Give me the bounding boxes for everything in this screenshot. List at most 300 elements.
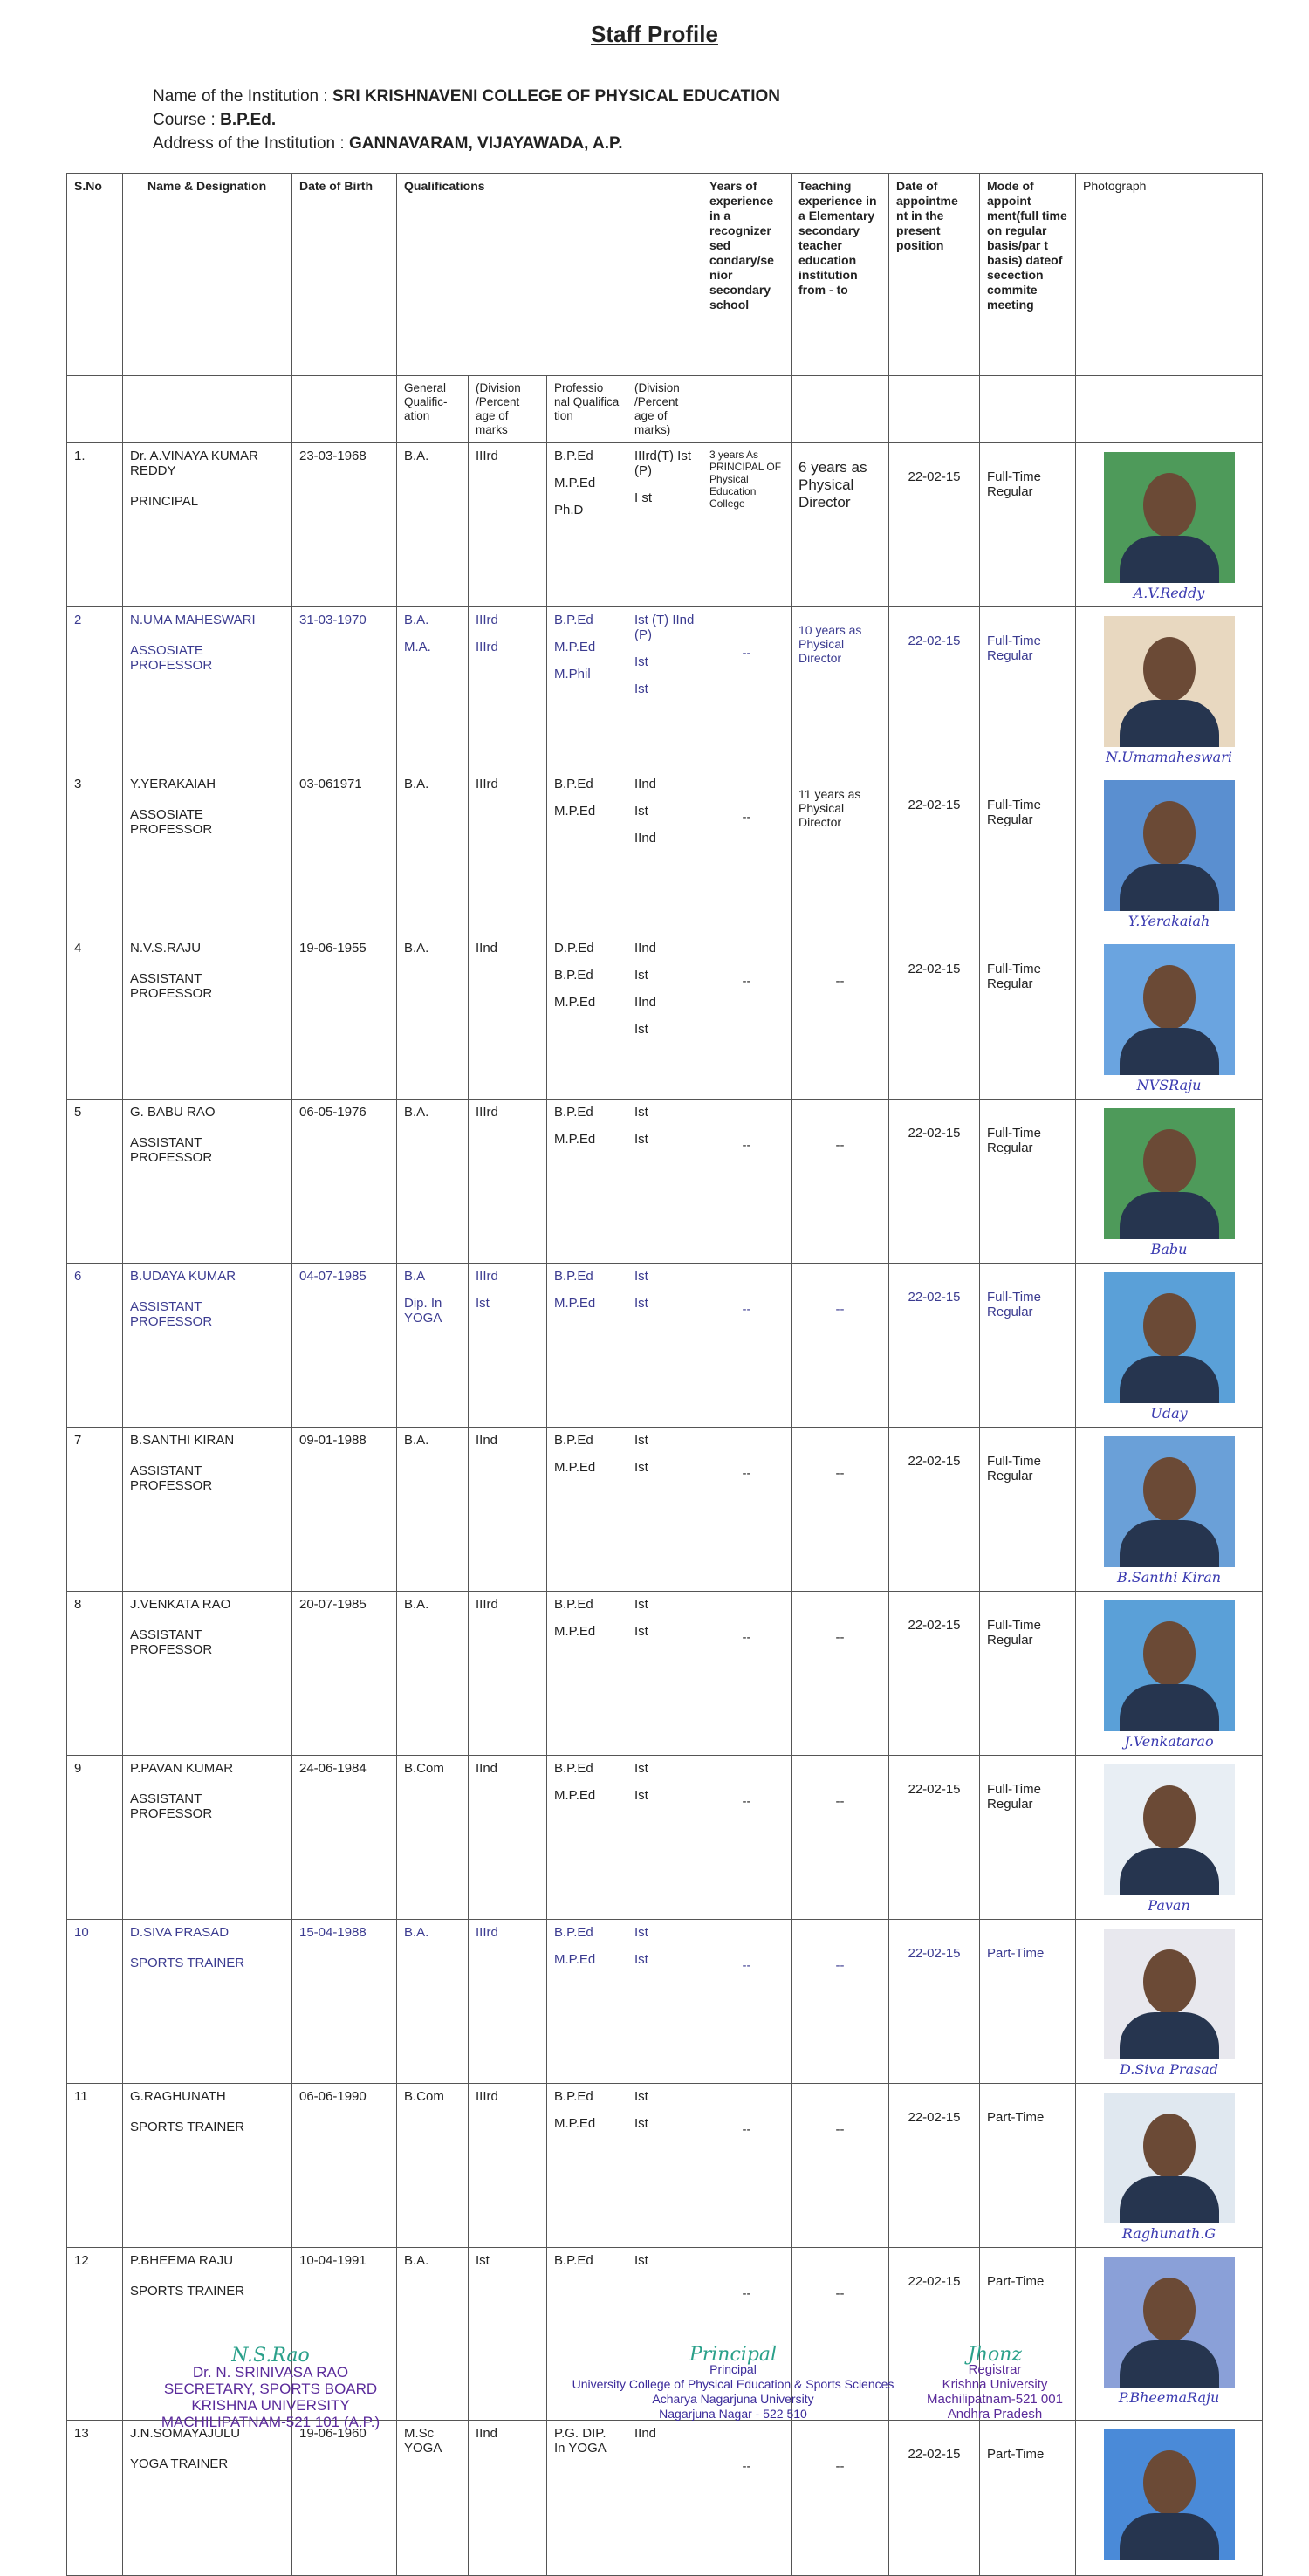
professional-qualification-cell — [547, 2421, 627, 2576]
general-division: Ist — [476, 1296, 490, 1311]
appointment-mode-cell: Part-Time — [980, 2421, 1076, 2576]
appointment-date-cell: 22-02-15 — [889, 2421, 980, 2576]
sno-cell: 1. — [67, 443, 123, 607]
appointment-mode-cell: Full-Time Regular — [980, 607, 1076, 771]
professional-division: Ist — [634, 1296, 648, 1311]
professional-division: Ist — [634, 1788, 648, 1803]
subheader-row — [67, 376, 1263, 443]
professional-qualification: B.P.Ed — [554, 1105, 593, 1120]
photo-body — [1120, 1356, 1219, 1403]
staff-photo — [1104, 1108, 1235, 1239]
appointment-date-cell: 22-02-15 — [889, 1264, 980, 1428]
sno-cell: 3 — [67, 771, 123, 935]
photo-head — [1143, 1621, 1196, 1686]
photo-cell — [1076, 1264, 1263, 1428]
general-division: IIIrd — [476, 1105, 498, 1120]
professional-qualification: B.P.Ed — [554, 449, 593, 463]
dob-cell: 03-061971 — [292, 771, 397, 935]
sno-cell: 4 — [67, 935, 123, 1100]
staff-designation: ASSISTANT PROFESSOR — [130, 1463, 213, 1493]
name-cell — [123, 2084, 292, 2248]
general-division: IIIrd — [476, 449, 498, 463]
professional-division: Ist — [634, 1269, 648, 1284]
general-division: IIIrd — [476, 613, 498, 627]
professional-division-cell — [627, 1428, 702, 1592]
header-row — [67, 174, 1263, 376]
dob-cell: 09-01-1988 — [292, 1428, 397, 1592]
general-qualification: M.A. — [404, 640, 431, 654]
professional-qualification: M.P.Ed — [554, 1952, 596, 1967]
professional-qualification: M.Phil — [554, 667, 591, 682]
name-cell — [123, 1756, 292, 1920]
staff-designation: ASSISTANT PROFESSOR — [130, 1792, 213, 1821]
dob-cell: 31-03-1970 — [292, 607, 397, 771]
general-division: IInd — [476, 1761, 498, 1776]
general-division-cell — [469, 935, 547, 1100]
teaching-experience-cell: -- — [792, 1428, 889, 1592]
photo-head — [1143, 1129, 1196, 1194]
teaching-experience-cell: 10 years as Physical Director — [792, 607, 889, 771]
header-doa: Date of appointme nt in the present position — [889, 174, 980, 376]
photo-cell — [1076, 1592, 1263, 1756]
staff-signature: Babu — [1150, 1241, 1188, 1257]
general-division: IIIrd — [476, 1925, 498, 1940]
sno-cell: 13 — [67, 2421, 123, 2576]
teaching-experience-cell: 11 years as Physical Director — [792, 771, 889, 935]
professional-division: IInd — [634, 941, 657, 956]
staff-row — [67, 935, 1263, 1100]
photo-head — [1143, 1293, 1196, 1358]
staff-name: J.VENKATA RAO — [130, 1597, 231, 1612]
general-qualification: B.Com — [404, 1761, 444, 1776]
general-division: IIIrd — [476, 1269, 498, 1284]
professional-qualification: B.P.Ed — [554, 1433, 593, 1448]
staff-signature: NVSRaju — [1136, 1077, 1202, 1093]
general-division: IIIrd — [476, 1597, 498, 1612]
general-division-cell — [469, 2084, 547, 2248]
staff-signature: A.V.Reddy — [1133, 585, 1205, 601]
professional-qualification: B.P.Ed — [554, 1761, 593, 1776]
professional-qualification: Ph.D — [554, 503, 584, 517]
photo-cell — [1076, 771, 1263, 935]
dob-cell: 04-07-1985 — [292, 1264, 397, 1428]
footer-left-line-3: KRISHNA UNIVERSITY — [191, 2397, 350, 2414]
appointment-mode-cell: Full-Time Regular — [980, 1428, 1076, 1592]
footer-left-signature: N.S.Rao — [231, 2345, 310, 2367]
staff-photo — [1104, 1929, 1235, 2059]
staff-designation: ASSISTANT PROFESSOR — [130, 1627, 213, 1657]
years-experience-cell: -- — [702, 1756, 792, 1920]
photo-head — [1143, 2278, 1196, 2342]
photo-head — [1143, 801, 1196, 866]
header-dob: Date of Birth — [292, 174, 397, 376]
staff-designation: ASSISTANT PROFESSOR — [130, 971, 213, 1001]
general-qualification-cell — [397, 1264, 469, 1428]
photo-body — [1120, 700, 1219, 747]
staff-name: B.UDAYA KUMAR — [130, 1269, 236, 1284]
staff-designation: ASSISTANT PROFESSOR — [130, 1135, 213, 1165]
professional-qualification-cell — [547, 1592, 627, 1756]
general-qualification: B.A. — [404, 777, 429, 791]
appointment-date-cell: 22-02-15 — [889, 2084, 980, 2248]
appointment-date-cell: 22-02-15 — [889, 1428, 980, 1592]
footer-right-stamp — [890, 2344, 1100, 2422]
years-experience-cell: -- — [702, 1264, 792, 1428]
photo-cell — [1076, 2421, 1263, 2576]
general-qualification-cell — [397, 771, 469, 935]
professional-division-cell — [627, 1100, 702, 1264]
years-experience-cell: -- — [702, 1100, 792, 1264]
professional-division: Ist — [634, 1761, 648, 1776]
dob-cell: 19-06-1960 — [292, 2421, 397, 2576]
general-qualification: B.A. — [404, 1105, 429, 1120]
header-sno: S.No — [67, 174, 123, 376]
appointment-mode-cell: Part-Time — [980, 2248, 1076, 2421]
professional-division: I st — [634, 490, 653, 505]
staff-signature: J.Venkatarao — [1124, 1733, 1214, 1750]
professional-division-cell — [627, 2421, 702, 2576]
professional-qualification-cell — [547, 607, 627, 771]
professional-qualification-cell — [547, 771, 627, 935]
years-experience-cell: -- — [702, 2084, 792, 2248]
professional-division: IIIrd(T) Ist (P) — [634, 449, 691, 478]
general-division-cell — [469, 1756, 547, 1920]
general-qualification: Dip. In YOGA — [404, 1296, 442, 1326]
staff-signature: Pavan — [1148, 1897, 1190, 1914]
general-division: IIIrd — [476, 777, 498, 791]
teaching-experience-cell: -- — [792, 1264, 889, 1428]
footer-right-line-3: Machilipatnam-521 001 — [927, 2392, 1063, 2407]
professional-division: Ist — [634, 1925, 648, 1940]
professional-qualification-cell — [547, 1100, 627, 1264]
staff-row — [67, 2421, 1263, 2576]
photo-cell — [1076, 607, 1263, 771]
professional-division: Ist — [634, 1433, 648, 1448]
general-division-cell — [469, 1428, 547, 1592]
sno-cell: 6 — [67, 1264, 123, 1428]
sno-cell: 7 — [67, 1428, 123, 1592]
dob-cell: 10-04-1991 — [292, 2248, 397, 2421]
photo-body — [1120, 2513, 1219, 2560]
professional-qualification: M.P.Ed — [554, 1460, 596, 1475]
general-qualification: M.Sc YOGA — [404, 2426, 442, 2456]
staff-photo — [1104, 452, 1235, 583]
name-cell — [123, 935, 292, 1100]
institution-name-line — [153, 87, 780, 106]
general-qualification: B.A. — [404, 1433, 429, 1448]
years-experience-cell: -- — [702, 1920, 792, 2084]
photo-cell — [1076, 1756, 1263, 1920]
staff-signature: N.Umamaheswari — [1106, 749, 1232, 765]
professional-division: IInd — [634, 995, 657, 1010]
professional-qualification-cell — [547, 1428, 627, 1592]
general-qualification: B.A. — [404, 941, 429, 956]
appointment-mode-cell: Part-Time — [980, 1920, 1076, 2084]
general-division-cell — [469, 771, 547, 935]
professional-qualification: B.P.Ed — [554, 2089, 593, 2104]
general-division: IIIrd — [476, 2089, 498, 2104]
photo-head — [1143, 2114, 1196, 2178]
professional-qualification: B.P.Ed — [554, 1597, 593, 1612]
sno-cell: 5 — [67, 1100, 123, 1264]
general-qualification-cell — [397, 1100, 469, 1264]
professional-division: Ist — [634, 968, 648, 983]
header-name: Name & Designation — [123, 174, 292, 376]
staff-photo — [1104, 1436, 1235, 1567]
general-qualification: B.A — [404, 1269, 426, 1284]
photo-body — [1120, 2176, 1219, 2223]
footer-center-line-1: Principal — [709, 2362, 757, 2376]
professional-division: Ist — [634, 1597, 648, 1612]
teaching-experience-cell: -- — [792, 2248, 889, 2421]
staff-signature: D.Siva Prasad — [1120, 2061, 1219, 2078]
appointment-date-cell: 22-02-15 — [889, 1756, 980, 1920]
staff-row — [67, 443, 1263, 607]
sno-cell: 10 — [67, 1920, 123, 2084]
name-cell — [123, 1100, 292, 1264]
professional-qualification: B.P.Ed — [554, 613, 593, 627]
staff-signature: Raghunath.G — [1121, 2225, 1216, 2242]
subheader-prof: Professio nal Qualifica tion — [547, 376, 627, 443]
professional-division: Ist — [634, 1952, 648, 1967]
professional-qualification: M.P.Ed — [554, 1296, 596, 1311]
footer-center-line-2: University College of Physical Education & Sports Sciences — [572, 2377, 894, 2391]
page-title: Staff Profile — [591, 21, 718, 47]
staff-photo — [1104, 780, 1235, 911]
footer-center-stamp — [550, 2344, 916, 2422]
name-cell — [123, 771, 292, 935]
professional-qualification: B.P.Ed — [554, 968, 593, 983]
professional-qualification: M.P.Ed — [554, 1624, 596, 1639]
years-experience-cell: -- — [702, 607, 792, 771]
professional-division-cell — [627, 607, 702, 771]
subheader-gen-div: (Division /Percent age of marks — [469, 376, 547, 443]
professional-qualification-cell — [547, 1756, 627, 1920]
professional-division: IInd — [634, 777, 657, 791]
footer-right-line-4: Andhra Pradesh — [947, 2407, 1043, 2422]
teaching-experience-cell: 6 years as Physical Director — [792, 443, 889, 607]
appointment-date-cell: 22-02-15 — [889, 607, 980, 771]
professional-qualification-cell — [547, 935, 627, 1100]
professional-division: Ist — [634, 2089, 648, 2104]
staff-photo — [1104, 2429, 1235, 2560]
name-cell — [123, 1428, 292, 1592]
staff-designation: ASSISTANT PROFESSOR — [130, 1299, 213, 1329]
general-division-cell — [469, 1100, 547, 1264]
professional-division-cell — [627, 1920, 702, 2084]
address-label: Address of the Institution : — [153, 134, 345, 153]
photo-head — [1143, 2450, 1196, 2515]
staff-name: B.SANTHI KIRAN — [130, 1433, 235, 1448]
professional-division: Ist — [634, 1624, 648, 1639]
staff-photo — [1104, 1600, 1235, 1731]
professional-division: Ist — [634, 1460, 648, 1475]
staff-name: P.BHEEMA RAJU — [130, 2253, 234, 2268]
appointment-mode-cell: Full-Time Regular — [980, 1100, 1076, 1264]
footer-right-line-2: Krishna University — [942, 2377, 1048, 2392]
staff-table — [66, 173, 1263, 2576]
general-qualification: B.A. — [404, 1925, 429, 1940]
staff-name: G. BABU RAO — [130, 1105, 216, 1120]
header-years-exp: Years of experience in a recognizer sed condary/se nior secondary school — [702, 174, 792, 376]
staff-name: Y.YERAKAIAH — [130, 777, 216, 791]
staff-row — [67, 607, 1263, 771]
general-qualification-cell — [397, 443, 469, 607]
professional-qualification: M.P.Ed — [554, 1788, 596, 1803]
photo-body — [1120, 1848, 1219, 1895]
photo-head — [1143, 473, 1196, 538]
photo-head — [1143, 1949, 1196, 2014]
appointment-mode-cell: Full-Time Regular — [980, 1592, 1076, 1756]
photo-cell — [1076, 1100, 1263, 1264]
professional-qualification: M.P.Ed — [554, 640, 596, 654]
staff-photo — [1104, 2257, 1235, 2388]
dob-cell: 24-06-1984 — [292, 1756, 397, 1920]
professional-division: Ist — [634, 1105, 648, 1120]
photo-cell — [1076, 2248, 1263, 2421]
appointment-mode-cell: Full-Time Regular — [980, 1756, 1076, 1920]
sno-cell: 9 — [67, 1756, 123, 1920]
name-cell — [123, 2421, 292, 2576]
general-division: IInd — [476, 2426, 498, 2441]
photo-head — [1143, 1457, 1196, 1522]
general-division-cell — [469, 2248, 547, 2421]
teaching-experience-cell: -- — [792, 1100, 889, 1264]
staff-designation: PRINCIPAL — [130, 494, 199, 509]
address-value: GANNAVARAM, VIJAYAWADA, A.P. — [348, 134, 623, 153]
general-qualification-cell — [397, 2421, 469, 2576]
staff-rows — [67, 443, 1263, 2576]
dob-cell: 23-03-1968 — [292, 443, 397, 607]
staff-photo — [1104, 616, 1235, 747]
footer-right-signature: Jhonz — [968, 2344, 1022, 2366]
years-experience-cell: -- — [702, 935, 792, 1100]
footer-center-line-3: Acharya Nagarjuna University — [652, 2392, 814, 2406]
professional-qualification: M.P.Ed — [554, 995, 596, 1010]
footer-left-line-4: MACHILIPATNAM-521 101 (A.P.) — [161, 2414, 380, 2430]
professional-division: Ist — [634, 2116, 648, 2131]
staff-row — [67, 1592, 1263, 1756]
staff-name: G.RAGHUNATH — [130, 2089, 226, 2104]
general-division: IInd — [476, 1433, 498, 1448]
professional-division: Ist — [634, 1132, 648, 1147]
dob-cell: 06-05-1976 — [292, 1100, 397, 1264]
professional-qualification: B.P.Ed — [554, 2253, 593, 2268]
professional-division: IInd — [634, 2426, 657, 2441]
course-line — [153, 111, 276, 130]
footer-right-line-1: Registrar — [968, 2362, 1022, 2377]
sno-cell: 8 — [67, 1592, 123, 1756]
photo-body — [1120, 2012, 1219, 2059]
years-experience-cell: -- — [702, 1592, 792, 1756]
appointment-mode-cell: Full-Time Regular — [980, 771, 1076, 935]
general-division: IIIrd — [476, 640, 498, 654]
general-qualification: B.A. — [404, 449, 429, 463]
staff-name: N.UMA MAHESWARI — [130, 613, 256, 627]
staff-photo — [1104, 1272, 1235, 1403]
staff-name: Dr. A.VINAYA KUMAR REDDY — [130, 449, 258, 478]
header-mode: Mode of appoint ment(full time on regular basis/par t basis) dateof secection commite meeting — [980, 174, 1076, 376]
general-division-cell — [469, 607, 547, 771]
teaching-experience-cell: -- — [792, 935, 889, 1100]
staff-designation: YOGA TRAINER — [130, 2456, 229, 2471]
name-cell — [123, 443, 292, 607]
appointment-date-cell: 22-02-15 — [889, 1920, 980, 2084]
photo-cell — [1076, 1920, 1263, 2084]
general-division: Ist — [476, 2253, 490, 2268]
teaching-experience-cell: -- — [792, 1920, 889, 2084]
staff-row — [67, 1264, 1263, 1428]
dob-cell: 19-06-1955 — [292, 935, 397, 1100]
general-division-cell — [469, 443, 547, 607]
professional-qualification-cell — [547, 443, 627, 607]
staff-photo — [1104, 944, 1235, 1075]
appointment-date-cell: 22-02-15 — [889, 443, 980, 607]
photo-cell — [1076, 1428, 1263, 1592]
appointment-date-cell: 22-02-15 — [889, 1592, 980, 1756]
dob-cell: 20-07-1985 — [292, 1592, 397, 1756]
photo-head — [1143, 965, 1196, 1030]
years-experience-cell: 3 years As PRINCIPAL OF Physical Education College — [702, 443, 792, 607]
photo-body — [1120, 1028, 1219, 1075]
professional-division: Ist — [634, 1022, 648, 1037]
years-experience-cell: -- — [702, 771, 792, 935]
sno-cell: 12 — [67, 2248, 123, 2421]
staff-row — [67, 2084, 1263, 2248]
staff-designation: SPORTS TRAINER — [130, 2284, 245, 2299]
teaching-experience-cell: -- — [792, 2421, 889, 2576]
staff-row — [67, 1920, 1263, 2084]
name-cell — [123, 1592, 292, 1756]
professional-qualification: D.P.Ed — [554, 941, 594, 956]
address-line — [153, 134, 623, 154]
appointment-mode-cell: Full-Time Regular — [980, 443, 1076, 607]
general-division-cell — [469, 2421, 547, 2576]
staff-row — [67, 1428, 1263, 1592]
professional-division: Ist — [634, 2253, 648, 2268]
professional-qualification: M.P.Ed — [554, 1132, 596, 1147]
sno-cell: 11 — [67, 2084, 123, 2248]
subheader-general: General Qualific- ation — [397, 376, 469, 443]
staff-signature: B.Santhi Kiran — [1116, 1569, 1222, 1586]
professional-division-cell — [627, 771, 702, 935]
general-division: IInd — [476, 941, 498, 956]
general-qualification-cell — [397, 1592, 469, 1756]
staff-row — [67, 1100, 1263, 1264]
general-division-cell — [469, 1592, 547, 1756]
photo-head — [1143, 1785, 1196, 1850]
photo-body — [1120, 1192, 1219, 1239]
footer-left-line-2: SECRETARY, SPORTS BOARD — [163, 2381, 378, 2397]
footer-left-line-1: Dr. N. SRINIVASA RAO — [192, 2364, 349, 2381]
staff-row — [67, 771, 1263, 935]
professional-division: Ist — [634, 804, 648, 819]
appointment-mode-cell: Full-Time Regular — [980, 935, 1076, 1100]
professional-qualification: B.P.Ed — [554, 1925, 593, 1940]
professional-qualification-cell — [547, 1264, 627, 1428]
general-qualification: B.A. — [404, 1597, 429, 1612]
professional-division-cell — [627, 443, 702, 607]
professional-qualification-cell — [547, 2084, 627, 2248]
header-photo: Photograph — [1076, 174, 1263, 376]
photo-head — [1143, 637, 1196, 702]
professional-division-cell — [627, 1264, 702, 1428]
appointment-date-cell: 22-02-15 — [889, 771, 980, 935]
photo-body — [1120, 2340, 1219, 2388]
dob-cell: 15-04-1988 — [292, 1920, 397, 2084]
name-cell — [123, 1264, 292, 1428]
staff-photo — [1104, 1764, 1235, 1895]
